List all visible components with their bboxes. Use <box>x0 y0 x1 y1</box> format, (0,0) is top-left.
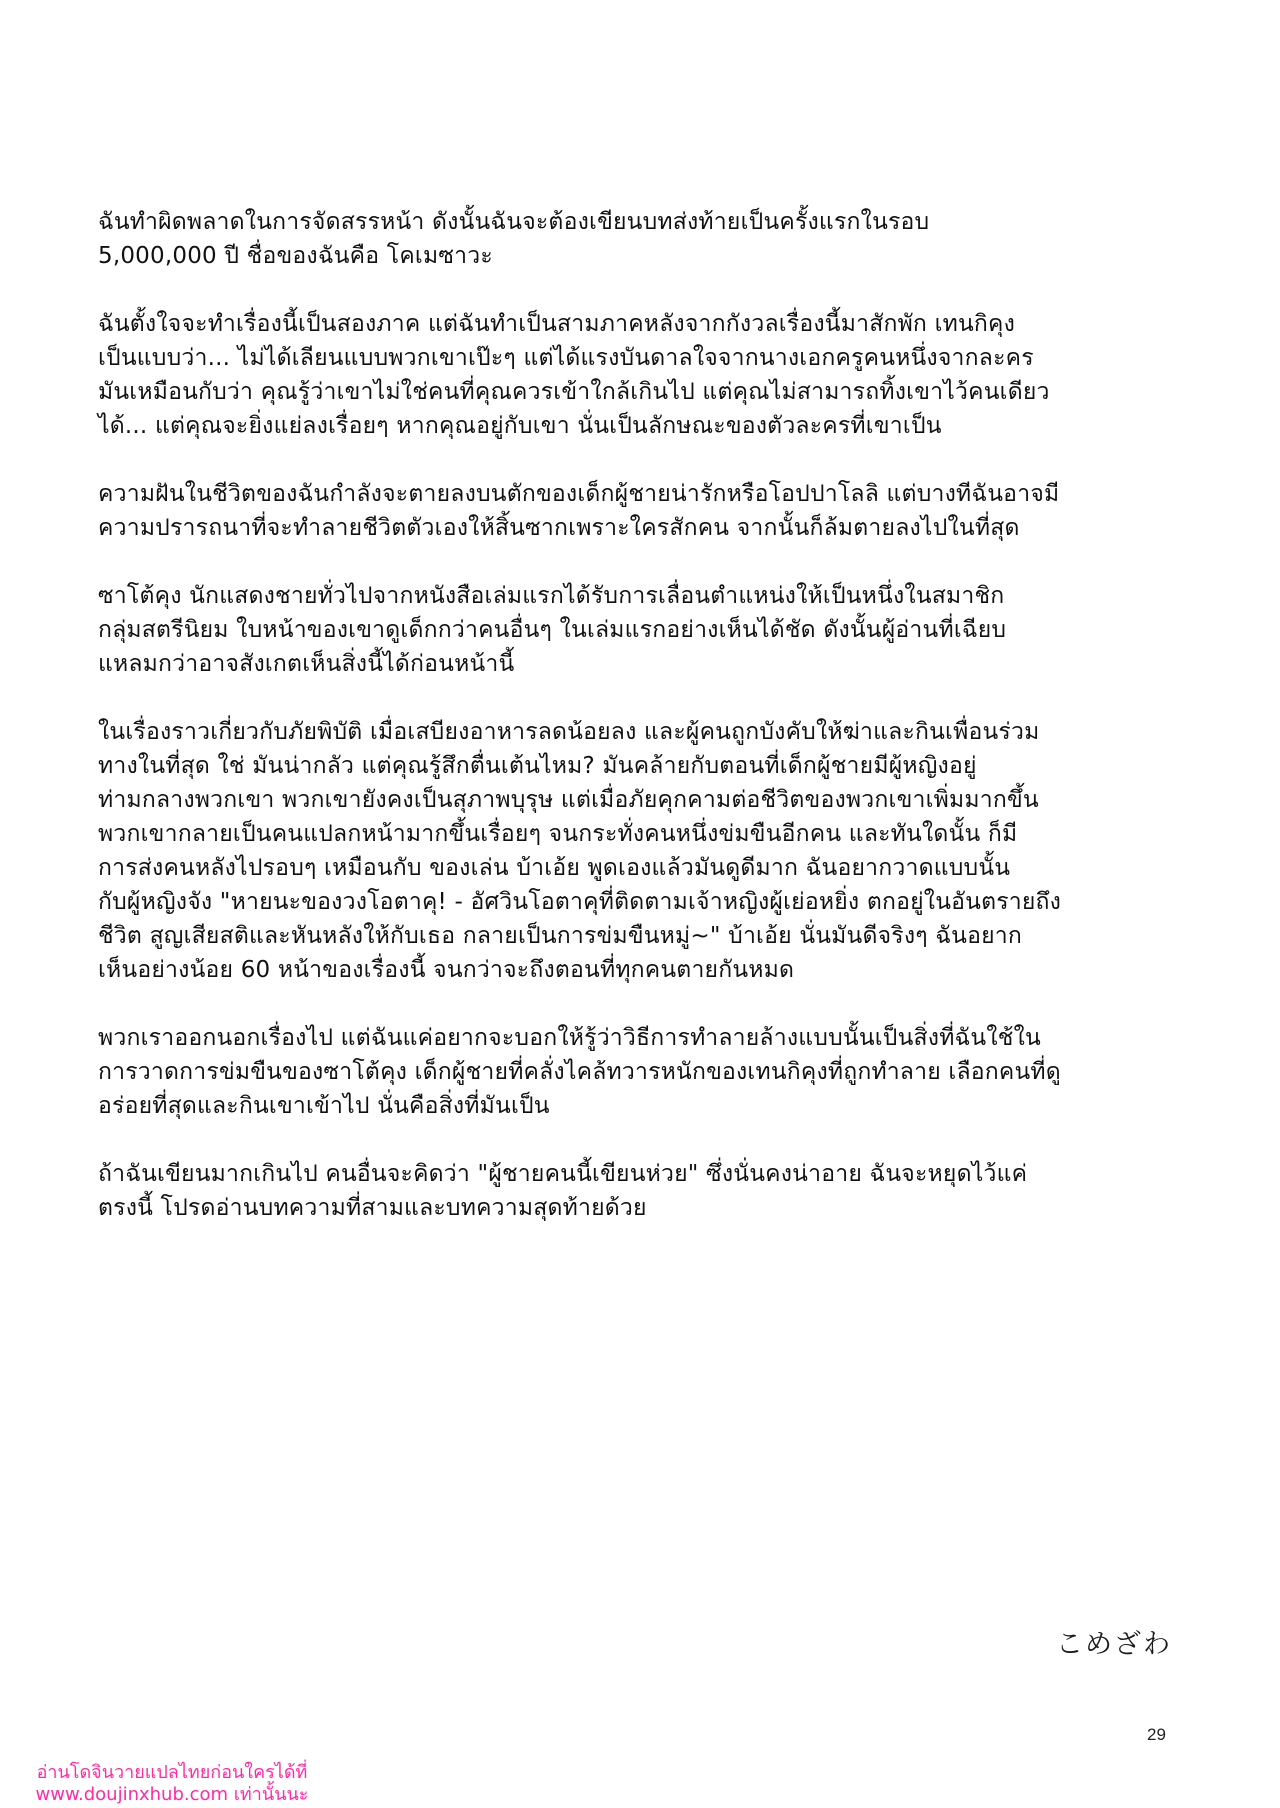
paragraph-3 <box>98 477 1198 545</box>
site-watermark <box>22 1762 322 1806</box>
text-line: กับผู้หญิงจัง "หายนะของวงโอตาคุ! - อัศวินโอตาคุที่ติดตามเจ้าหญิงผู้เย่อหยิ่ง ตกอยู่ในอันตรายถึง <box>98 889 1062 915</box>
text-line: ฉันทำผิดพลาดในการจัดสรรหน้า ดังนั้นฉันจะต้องเขียนบทส่งท้ายเป็นครั้งแรกในรอบ <box>98 209 930 235</box>
text-line: ถ้าฉันเขียนมากเกินไป คนอื่นจะคิดว่า "ผู้ชายคนนี้เขียนห่วย" ซึ่งนั่นคงน่าอาย ฉันจะหยุดไว้แค่ <box>98 1161 1028 1187</box>
watermark-line: อ่านโดจินวายแปลไทยก่อนใครได้ที่ <box>36 1762 308 1783</box>
text-line: ตรงนี้ โปรดอ่านบทความที่สามและบทความสุดท้ายด้วย <box>98 1195 647 1221</box>
text-line: พวกเขากลายเป็นคนแปลกหน้ามากขึ้นเรื่อยๆ จนกระทั่งคนหนึ่งข่มขืนอีกคน และทันใดนั้น ก็มี <box>98 821 1018 847</box>
text-line: พวกเราออกนอกเรื่องไป แต่ฉันแค่อยากจะบอกให้รู้ว่าวิธีการทำลายล้างแบบนั้นเป็นสิ่งที่ฉันใช้ใน <box>98 1025 1041 1051</box>
afterword-body <box>98 205 1198 1259</box>
text-line: การส่งคนหลังไปรอบๆ เหมือนกับ ของเล่น บ้าเอ้ย พูดเองแล้วมันดูดีมาก ฉันอยากวาดแบบนั้น <box>98 855 1011 881</box>
paragraph-4 <box>98 579 1198 681</box>
text-line: อร่อยที่สุดและกินเขาเข้าไป นั่นคือสิ่งที่มันเป็น <box>98 1093 550 1119</box>
text-line: เป็นแบบว่า... ไม่ได้เลียนแบบพวกเขาเป๊ะๆ แต่ได้แรงบันดาลใจจากนางเอกครูคนหนึ่งจากละคร <box>98 345 1034 371</box>
text-line: ความปรารถนาที่จะทำลายชีวิตตัวเองให้สิ้นซากเพราะใครสักคน จากนั้นก็ล้มตายลงไปในที่สุด <box>98 515 1020 541</box>
paragraph-6 <box>98 1021 1198 1123</box>
paragraph-5 <box>98 715 1198 987</box>
text-line: ในเรื่องราวเกี่ยวกับภัยพิบัติ เมื่อเสบียงอาหารลดน้อยลง และผู้คนถูกบังคับให้ฆ่าและกินเพื่อนร่วม <box>98 719 1040 745</box>
paragraph-2 <box>98 307 1198 443</box>
watermark-url: www.doujinxhub.com เท่านั้นนะ <box>35 1784 309 1805</box>
text-line: ความฝันในชีวิตของฉันกำลังจะตายลงบนตักของเด็กผู้ชายน่ารักหรือโอปปาโลลิ แต่บางทีฉันอาจมี <box>98 481 1060 507</box>
page-number: 29 <box>1147 1725 1166 1744</box>
text-line: ท่ามกลางพวกเขา พวกเขายังคงเป็นสุภาพบุรุษ แต่เมื่อภัยคุกคามต่อชีวิตของพวกเขาเพิ่มมากขึ้น <box>98 787 1039 813</box>
text-line: ทางในที่สุด ใช่ มันน่ากลัว แต่คุณรู้สึกตื่นเต้นไหม? มันคล้ายกับตอนที่เด็กผู้ชายมีผู้หญิงอยู่ <box>98 753 977 779</box>
text-line: ซาโต้คุง นักแสดงชายทั่วไปจากหนังสือเล่มแรกได้รับการเลื่อนตำแหน่งให้เป็นหนึ่งในสมาชิก <box>98 583 1005 609</box>
text-line: แหลมกว่าอาจสังเกตเห็นสิ่งนี้ได้ก่อนหน้านี้ <box>98 651 515 677</box>
text-line: 5,000,000 ปี ชื่อของฉันคือ โคเมซาวะ <box>98 243 493 269</box>
author-signature: こめざわ <box>1056 1629 1172 1660</box>
paragraph-1 <box>98 205 1198 273</box>
paragraph-7 <box>98 1157 1198 1225</box>
text-line: กลุ่มสตรีนิยม ใบหน้าของเขาดูเด็กกว่าคนอื่นๆ ในเล่มแรกอย่างเห็นได้ชัด ดังนั้นผู้อ่านที่เฉียบ <box>98 617 1007 643</box>
text-line: ชีวิต สูญเสียสติและหันหลังให้กับเธอ กลายเป็นการข่มขืนหมู่~" บ้าเอ้ย นั่นมันดีจริงๆ ฉันอยาก <box>98 923 1023 949</box>
text-line: เห็นอย่างน้อย 60 หน้าของเรื่องนี้ จนกว่าจะถึงตอนที่ทุกคนตายกันหมด <box>98 957 795 983</box>
text-line: ได้... แต่คุณจะยิ่งแย่ลงเรื่อยๆ หากคุณอยู่กับเขา นั่นเป็นลักษณะของตัวละครที่เขาเป็น <box>98 413 942 439</box>
text-line: ฉันตั้งใจจะทำเรื่องนี้เป็นสองภาค แต่ฉันทำเป็นสามภาคหลังจากกังวลเรื่องนี้มาสักพัก เทนกิคุง <box>98 311 1016 337</box>
text-line: การวาดการข่มขืนของซาโต้คุง เด็กผู้ชายที่คลั่งไคล้ทวารหนักของเทนกิคุงที่ถูกทำลาย เลือกคนที่ดู <box>98 1059 1061 1085</box>
text-line: มันเหมือนกับว่า คุณรู้ว่าเขาไม่ใช่คนที่คุณควรเข้าใกล้เกินไป แต่คุณไม่สามารถทิ้งเขาไว้คนเดียว <box>98 379 1050 405</box>
